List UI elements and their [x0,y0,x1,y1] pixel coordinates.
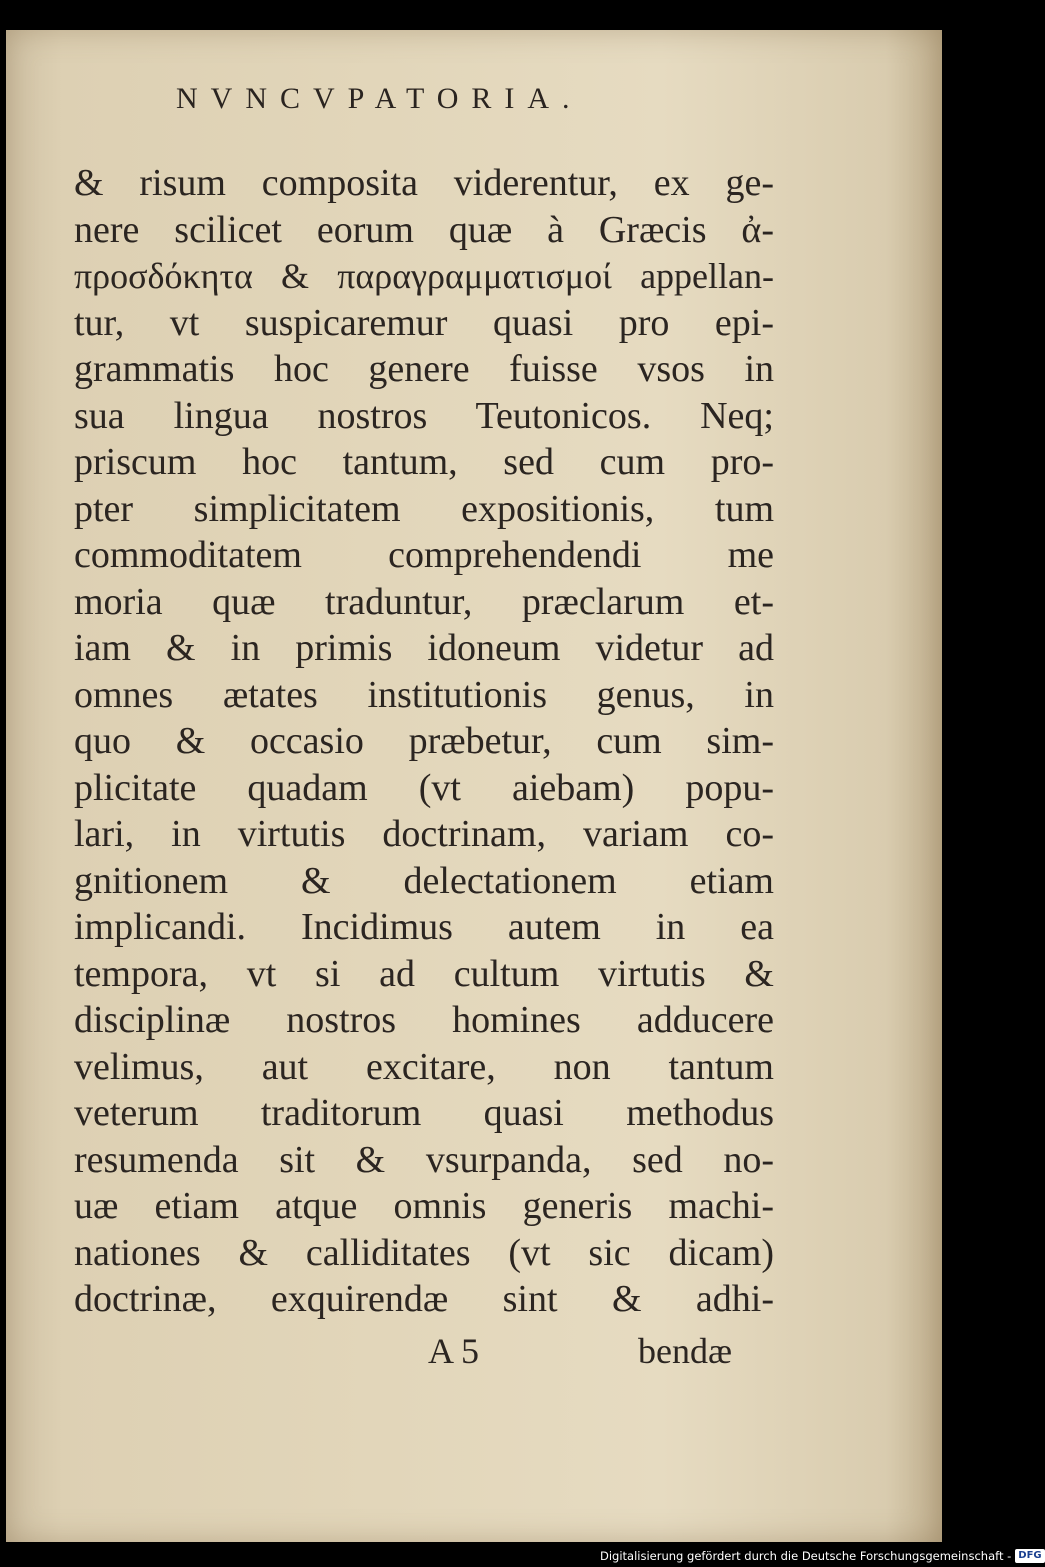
text-line: commoditatem comprehendendi me [74,534,774,576]
text-line: nationes & calliditates (vt sic dicam) [74,1231,774,1274]
text-line: gnitionem & delectationem etiam [74,859,774,902]
text-line: προσδόκητα & παραγραμματισμοί appellan- [74,256,774,296]
text-line: sua lingua nostros Teutonicos. Neq; [74,394,774,437]
text-line: nere scilicet eorum quæ à Græcis ἀ- [74,208,774,251]
running-head: NVNCVPATORIA. [176,82,583,115]
text-line: quo & occasio præbetur, cum sim- [74,720,774,762]
signature-mark: A 5 [428,1331,480,1371]
catchword: bendæ [638,1331,732,1371]
text-line: tempora, vt si ad cultum virtutis & [74,952,774,995]
credit-text: Digitalisierung gefördert durch die Deutsche Forschungsgemeinschaft - [600,1549,1012,1563]
text-line: implicandi. Incidimus autem in ea [74,906,774,948]
text-line: iam & in primis idoneum videtur ad [74,627,774,669]
text-line: resumenda sit & vsurpanda, sed no- [74,1138,774,1181]
dfg-logo-icon: DFG [1015,1549,1044,1563]
text-line: lari, in virtutis doctrinam, variam co- [74,813,774,855]
text-line: disciplinæ nostros homines adducere [74,999,774,1041]
book-page [6,30,942,1542]
text-line: doctrinæ, exquirendæ sint & adhi- [74,1278,774,1320]
text-line: veterum traditorum quasi methodus [74,1092,774,1134]
text-line: pter simplicitatem expositionis, tum [74,487,774,530]
text-line: priscum hoc tantum, sed cum pro- [74,441,774,483]
text-line: uæ etiam atque omnis generis machi- [74,1185,774,1227]
text-line: velimus, aut excitare, non tantum [74,1045,774,1088]
body-text [74,160,774,1323]
text-line: moria quæ traduntur, præclarum et- [74,580,774,623]
text-line: & risum composita viderentur, ex ge- [74,162,774,204]
text-line: grammatis hoc genere fuisse vsos in [74,348,774,390]
digitization-credit [600,1547,1045,1565]
text-line: tur, vt suspicaremur quasi pro epi- [74,301,774,344]
text-line: omnes ætates institutionis genus, in [74,673,774,716]
text-line: plicitate quadam (vt aiebam) popu- [74,766,774,809]
